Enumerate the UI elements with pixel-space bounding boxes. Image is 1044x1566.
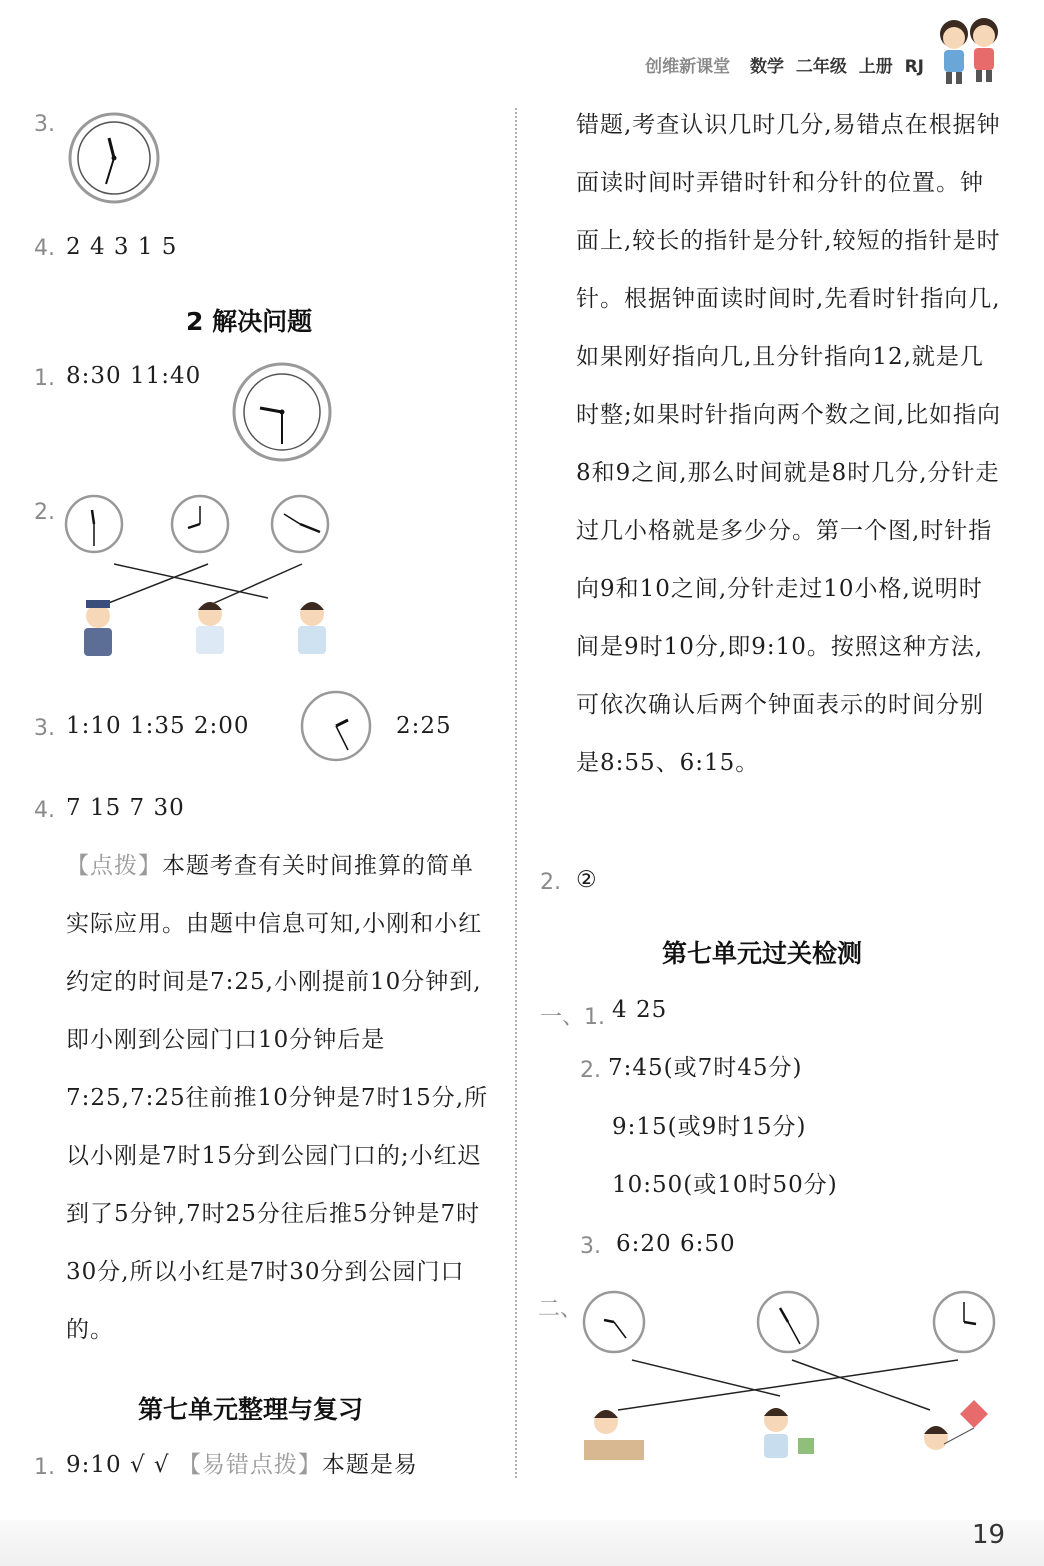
s2-q4-label: 4. [34,798,55,823]
clock-icon [272,496,328,552]
boy-kite-icon [924,1400,988,1450]
student-icon [298,602,326,654]
q3-label: 3. [34,112,55,137]
grade: 二年级 [795,57,847,77]
clock-icon [298,688,374,764]
s2-q1-answer: 8:30 11:40 [66,363,202,389]
s2-q1-label: 1. [34,366,55,391]
review-q1-answer: 9:10 √ √ [66,1452,170,1478]
q4-label: 4. [34,236,55,261]
police-officer-icon [84,600,112,656]
matching-figure [570,1288,1010,1478]
boy-studying-icon [584,1410,644,1460]
p1-q2-line1: 7:45(或7时45分) [608,1055,803,1081]
brand-name: 创维新课堂 [645,57,731,77]
p1-q2-label: 2. [580,1058,601,1083]
clock-icon [758,1292,818,1352]
s2-q2-label: 2. [34,500,55,525]
footer-band [0,1520,1044,1566]
s2-q4-answer: 7 15 7 30 [66,795,185,821]
review-q1-line [66,1436,418,1494]
p1-q3-label: 3. [580,1234,601,1259]
p1-label: 一、1. [540,1005,605,1030]
s2-q3-answer-a: 1:10 1:35 2:00 [66,713,250,739]
kids-mascot-icon [930,10,1010,86]
clock-icon [232,360,332,464]
s2-q3-label: 3. [34,716,55,741]
hint-tag: 【点拨】 [66,853,162,879]
p1-q2-line2: 9:15(或9时15分) [612,1114,807,1140]
p1-answer: 4 25 [612,997,668,1023]
p1-q2-line3: 10:50(或10时50分) [612,1172,838,1198]
edition: RJ [904,57,924,77]
volume: 上册 [858,57,893,77]
clock-icon [66,496,122,552]
review-q1-text: 本题是易 [321,1452,418,1478]
hint-paragraph [66,837,496,1359]
s2-q3-answer-b: 2:25 [396,713,452,739]
clock-icon [66,110,162,206]
review-q1-tag: 【易错点拨】 [177,1452,322,1478]
subject: 数学 [750,57,785,77]
clock-icon [584,1292,644,1352]
p2-label: 二、 [538,1297,583,1322]
q4-answer: 2 4 3 1 5 [66,234,178,260]
r-q2-answer: ② [576,867,598,893]
explanation-paragraph: 错题,考查认识几时几分,易错点在根据钟面读时间时弄错时针和分针的位置。钟面上,较长的指针是分针,较短的指针是时针。根据钟面读时间时,先看时针指向几,如果刚好指向几,且分针指向12,就是几时整;如果时针指向两个数之间,比如指向8和9之间,那么时间就是8时几分,分针走过几小格就是多少分。第一个图,时针指向9和10之间,分针走过10小格,说明时间是9时10分,即9:10。按照这种方法,可依次确认后两个钟面表示的时间分别是8:55、6:15。 [576,112,1002,776]
p1-q3-answer: 6:20 6:50 [616,1231,736,1257]
page-number: 19 [972,1520,1006,1550]
boy-watering-icon [764,1408,814,1458]
header-info [645,52,924,77]
section-title-review: 第七单元整理与复习 [138,1395,364,1424]
reporter-icon [196,602,224,654]
page-header [0,0,1044,90]
column-divider [515,108,517,1478]
section-title-solve-problems: 2 解决问题 [186,307,313,336]
clock-icon [172,496,228,552]
r-q2-label: 2. [540,870,561,895]
matching-figure [62,494,342,664]
section-title-unit-test: 第七单元过关检测 [662,939,863,968]
hint-text: 本题考查有关时间推算的简单实际应用。由题中信息可知,小刚和小红约定的时间是7:25,小刚提前10分钟到,即小刚到公园门口10分钟后是7:25,7:25往前推10分钟是7时15分,所以小刚是7时15分到公园门口的;小红迟到了5分钟,7时25分往后推5分钟是7时30分,所以小红是7时30分到公园门口的。 [66,853,489,1343]
clock-icon [934,1292,994,1352]
review-q1-label: 1. [34,1455,55,1480]
